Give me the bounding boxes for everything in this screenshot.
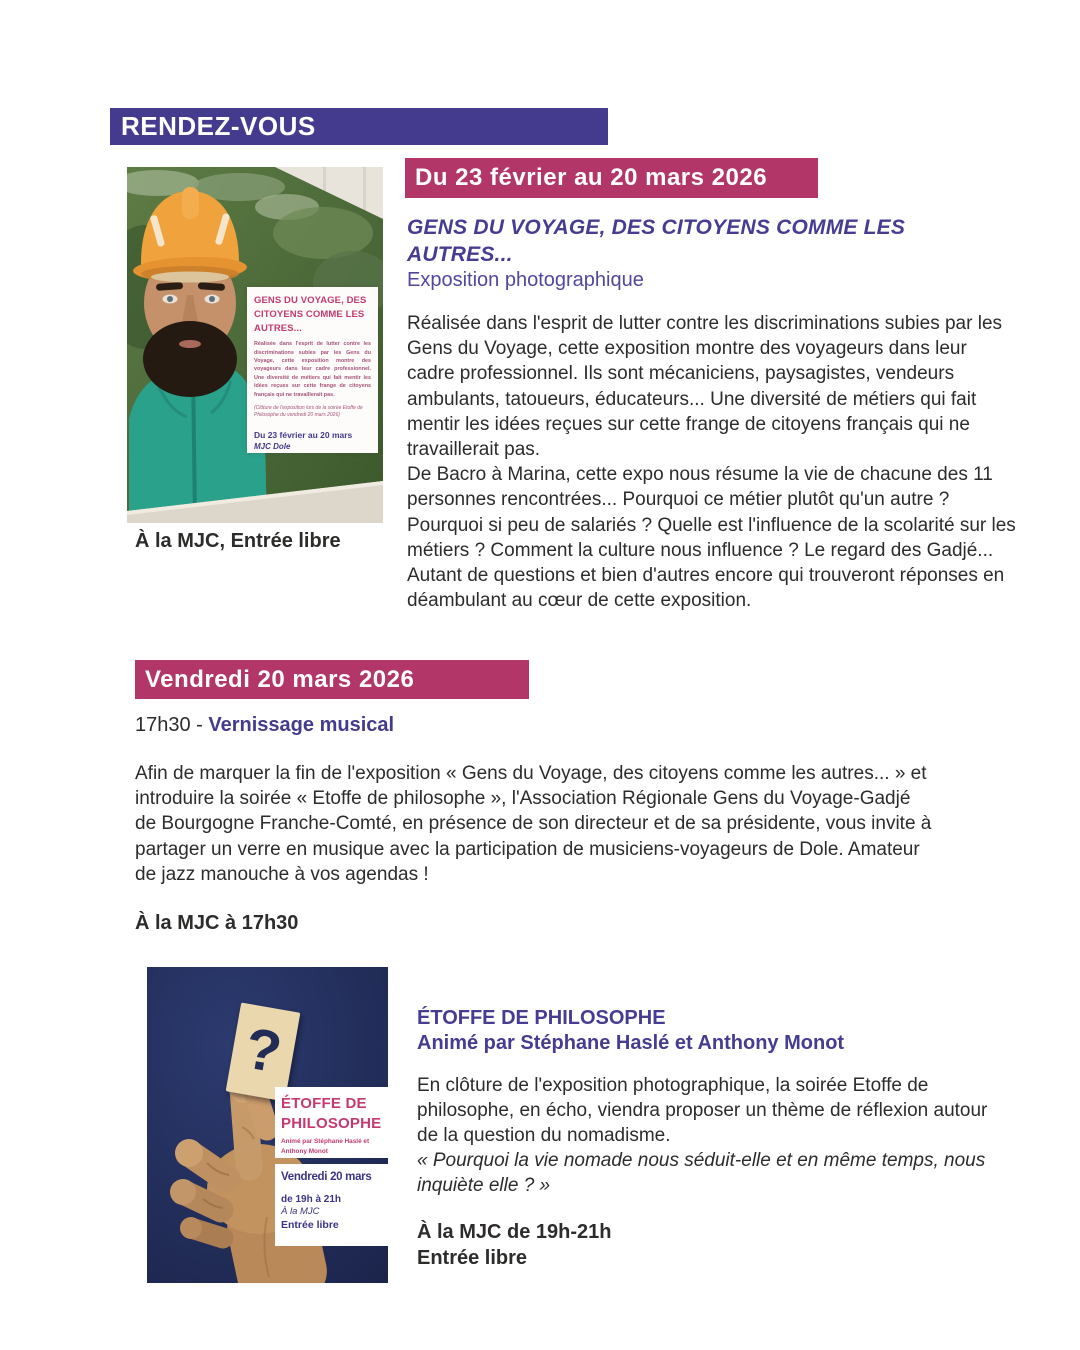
event3-column: [417, 1006, 1002, 1271]
event1-paragraph-1: Réalisée dans l'esprit de lutter contre les discriminations subies par les Gens du Voyage, cette exposition montre des voyageurs dans leur cadre professionnel. Ils sont mécaniciens, paysagistes, vendeurs ambulants, tatoueurs, éducateurs... Une diversité de métiers qui fait mentir les idées reçues sur cette frange de citoyens français qui ne travaillerait pas.: [407, 313, 1003, 461]
poster-venue: À la MJC: [281, 1206, 320, 1217]
event3-subtitle: Animé par Stéphane Haslé et Anthony Monot: [417, 1032, 845, 1054]
event2-date-banner: Vendredi 20 mars 2026: [135, 660, 529, 699]
question-mark-glyph: ?: [240, 1015, 287, 1086]
poster-subtitle-line2: Anthony Monot: [281, 1147, 328, 1155]
event3-venue-line1: À la MJC de 19h-21h: [417, 1221, 612, 1243]
event2-paragraph: Afin de marquer la fin de l'exposition « Gens du Voyage, des citoyens comme les autres... » et introduire la soirée « Etoffe de philosophe », l'Association Régionale Gens du Voyage-Gadjé de Bourgogne Franche-Comté, en présence de son directeur et de sa présidente, vous invite à partager un verre en musique avec la participation de musiciens-voyageurs de Dole. Amateur de jazz manouche à vos agendas !: [135, 763, 932, 885]
event1-subtitle: Exposition photographique: [407, 269, 644, 291]
event1-venue-caption: À la MJC, Entrée libre: [135, 530, 341, 552]
event1-description: [407, 311, 1019, 613]
event2-event-name: Vernissage musical: [208, 714, 395, 736]
poster-title-line1: ÉTOFFE DE: [281, 1095, 367, 1112]
poster-note: (Clôture de l'exposition lors de la soirée Etoffe de Philosophe du vendredi 20 mars 2026): [254, 404, 363, 419]
event3-description: En clôture de l'exposition photographique, la soirée Etoffe de philosophe, en écho, viendra proposer un thème de réflexion autour de la question du nomadisme.: [417, 1075, 988, 1146]
event1-date-banner: Du 23 février au 20 mars 2026: [405, 158, 818, 198]
event2-time-line: [135, 714, 394, 737]
event3-title: ÉTOFFE DE PHILOSOPHE: [417, 1007, 666, 1029]
event3-venue-line2: Entrée libre: [417, 1247, 528, 1269]
poster-venue: MJC Dole: [254, 441, 291, 451]
poster-date: Du 23 février au 20 mars: [254, 429, 353, 440]
event2-time: 17h30 -: [135, 714, 209, 736]
philosophy-poster-title-panel: [275, 1087, 388, 1158]
event1-title: GENS DU VOYAGE, DES CITOYENS COMME LES AUTRES...: [407, 216, 906, 266]
rendez-vous-section-banner: RENDEZ-VOUS: [110, 108, 608, 145]
poster-entry: Entrée libre: [281, 1219, 339, 1231]
poster-date: Vendredi 20 mars: [281, 1171, 372, 1183]
event3-quote: « Pourquoi la vie nomade nous séduit-elle et en même temps, nous inquiète elle ? »: [417, 1150, 986, 1196]
event2-venue-caption: À la MJC à 17h30: [135, 912, 299, 934]
event3-venue-caption: [417, 1219, 1002, 1271]
expo-poster-text-panel: [247, 287, 378, 453]
expo-poster-photo: [127, 167, 383, 523]
event1-paragraph-2: De Bacro à Marina, cette expo nous résume la vie de chacune des 11 personnes rencontrées... Pourquoi ce métier plutôt qu'un autre ? Pourquoi si peu de salariés ? Quelle est l'influence de la scolarité sur les métiers ? Comment la culture nous influence ? Le regard des Gadjé...: [407, 464, 1016, 561]
poster-body-text: Réalisée dans l'esprit de lutter contre les discriminations subies par les Gens du Voyage, cette exposition montre des voyageurs dans leur cadre professionnel. Une diversité de métiers qui fait mentir les idées reçues sur cette frange de citoyens français qui ne travaillerait pas.: [254, 341, 371, 398]
poster-title-line2: PHILOSOPHE: [281, 1114, 382, 1132]
philosophy-poster-photo: [147, 967, 388, 1283]
philosophy-poster-info-panel: [275, 1164, 388, 1246]
poster-time: de 19h à 21h: [281, 1194, 342, 1205]
poster-subtitle-line1: Animé par Stéphane Haslé et: [281, 1138, 370, 1145]
poster-title: GENS DU VOYAGE, DES CITOYENS COMME LES AUTRES...: [254, 295, 367, 334]
event2-description: [135, 761, 935, 887]
event1-paragraph-3: Autant de questions et bien d'autres encore qui trouveront réponses en déambulant au cœur de cette exposition.: [407, 565, 1005, 612]
